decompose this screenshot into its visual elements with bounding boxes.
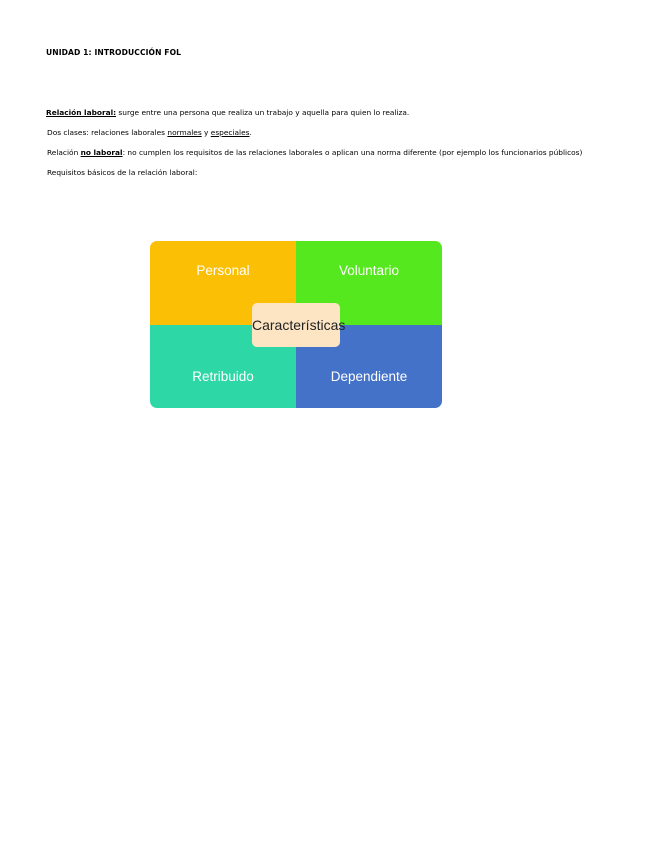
relacion-laboral-term: Relación laboral: bbox=[46, 108, 117, 117]
caracteristicas-diagram bbox=[150, 241, 442, 408]
clases-and: y bbox=[201, 128, 211, 137]
requisitos-paragraph: Requisitos básicos de la relación laboral: bbox=[47, 168, 198, 177]
relacion-laboral-paragraph bbox=[46, 108, 409, 117]
clases-prefix: Dos clases: relaciones laborales bbox=[47, 128, 168, 137]
no-laboral-text: : no cumplen los requisitos de las relaciones laborales o aplican una norma diferente (por ejemplo los funcionarios públicos) bbox=[122, 148, 583, 157]
no-laboral-term: no laboral bbox=[80, 148, 123, 157]
relacion-laboral-text: surge entre una persona que realiza un trabajo y aquella para quien lo realiza. bbox=[116, 108, 410, 117]
page-title: UNIDAD 1: INTRODUCCIÓN FOL bbox=[46, 48, 182, 57]
quadrant-label: Dependiente bbox=[330, 368, 408, 384]
normales-term: normales bbox=[167, 128, 202, 137]
clases-suffix: . bbox=[249, 128, 252, 137]
quadrant-label: Personal bbox=[196, 263, 250, 278]
no-laboral-prefix: Relación bbox=[47, 148, 81, 157]
no-laboral-paragraph bbox=[47, 148, 582, 157]
clases-paragraph bbox=[47, 128, 252, 137]
especiales-term: especiales bbox=[210, 128, 250, 137]
quadrant-label: Voluntario bbox=[338, 263, 400, 278]
quadrant-label: Retribuido bbox=[192, 368, 254, 384]
center-label: Características bbox=[252, 303, 340, 347]
